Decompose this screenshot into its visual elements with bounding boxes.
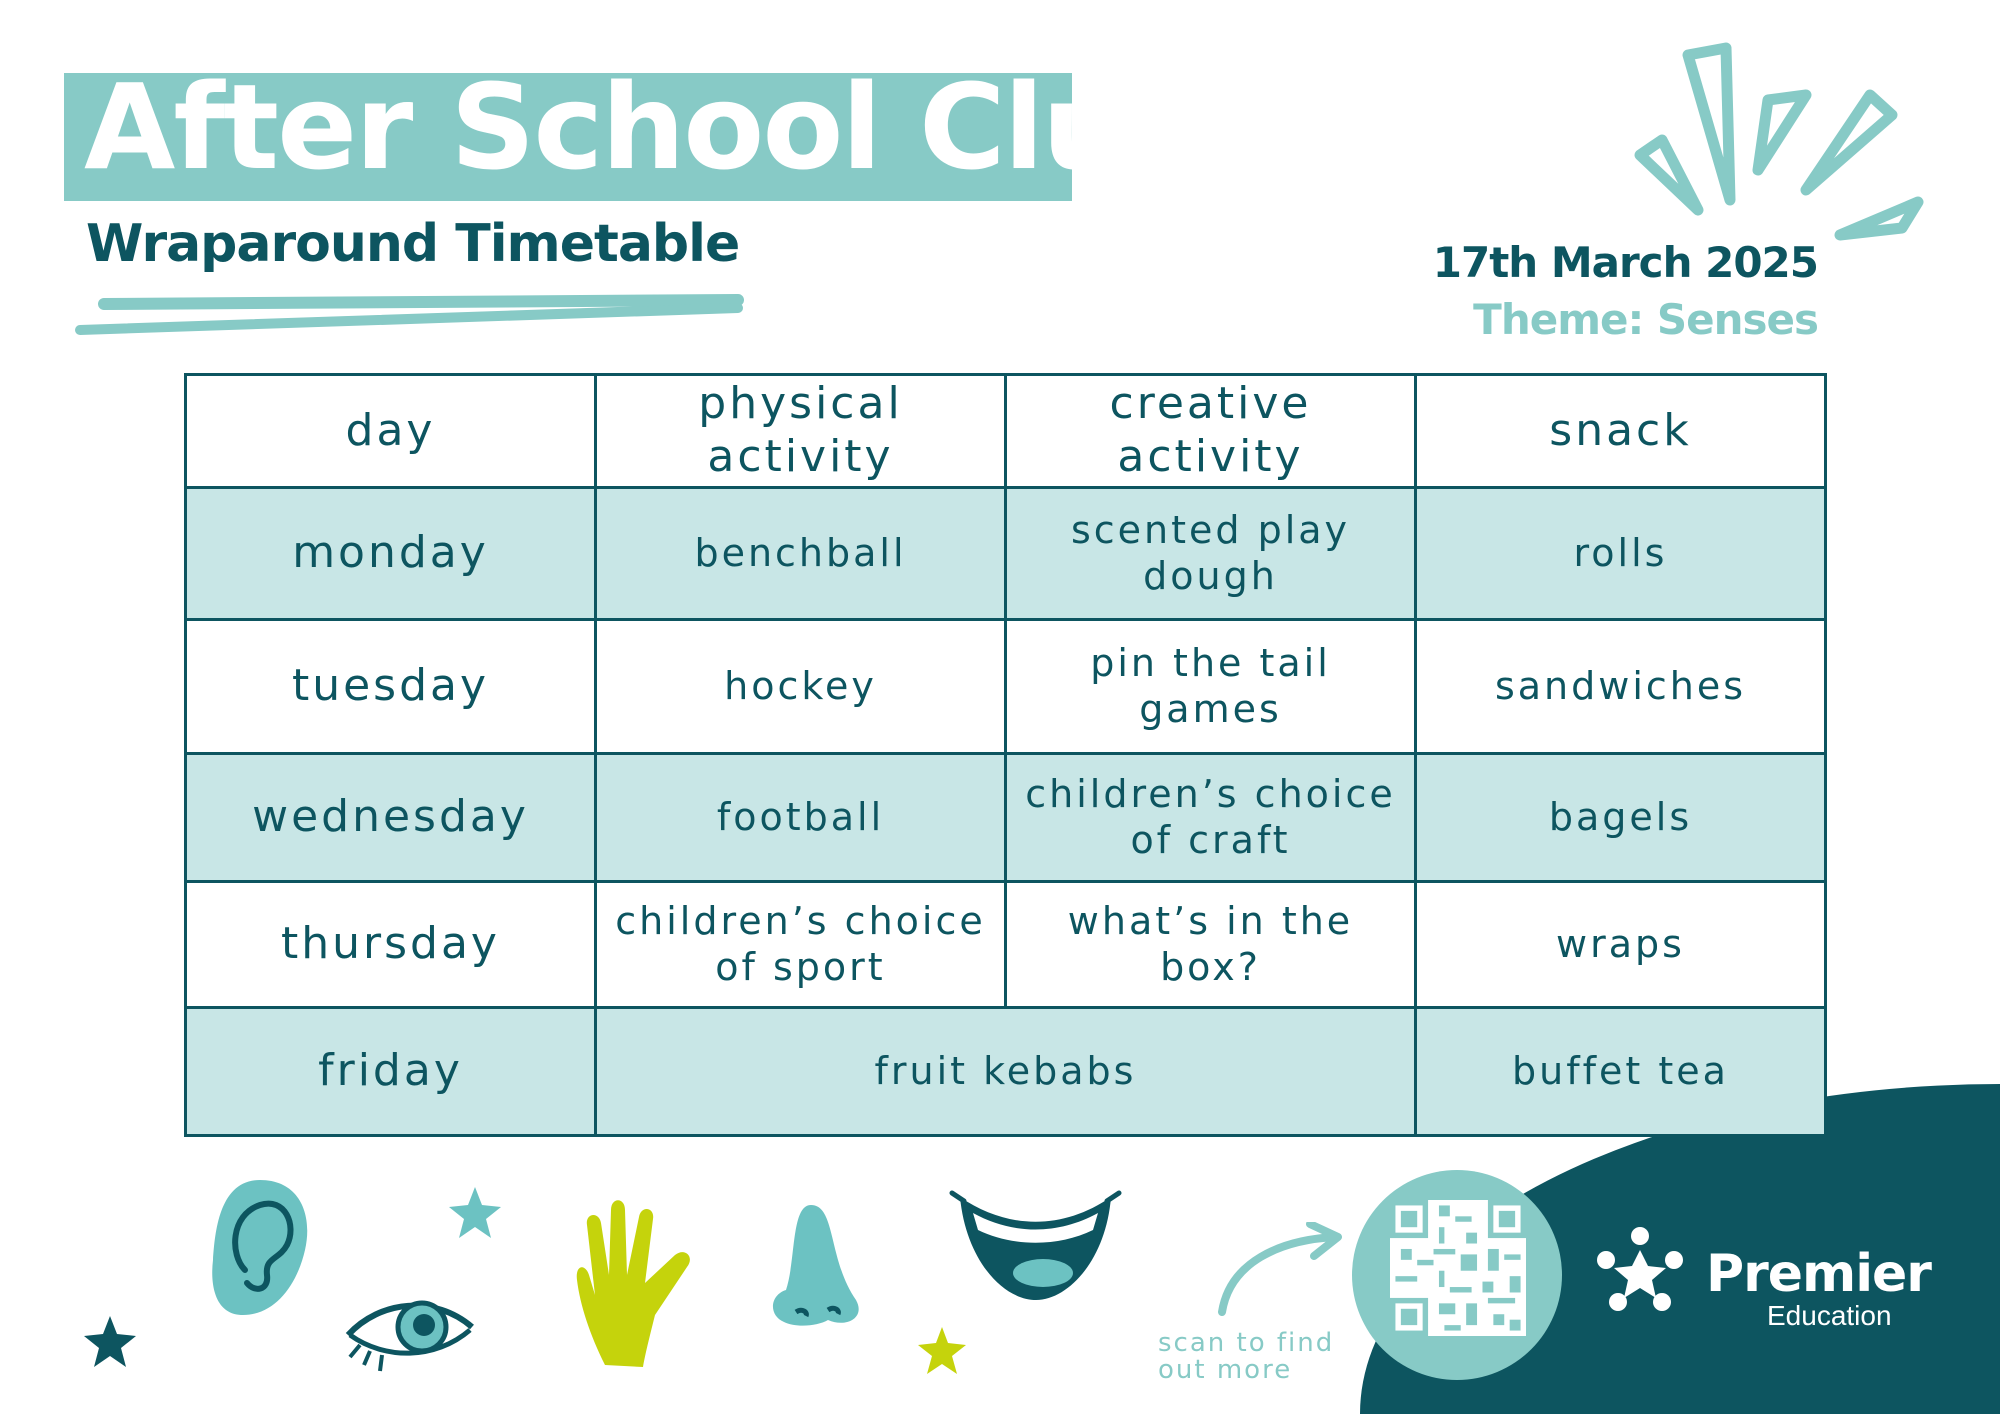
hand-icon (565, 1195, 705, 1370)
star-icon (80, 1314, 140, 1370)
ear-icon (205, 1175, 315, 1320)
date-label: 17th March 2025 (1432, 238, 1818, 287)
table-row (186, 488, 1826, 620)
header-cell: day (186, 375, 596, 488)
creative-cell: scented play dough (1006, 488, 1416, 620)
theme-label: Theme: Senses (1473, 295, 1818, 344)
creative-cell: what’s in the box? (1006, 882, 1416, 1008)
creative-cell: children’s choice of craft (1006, 754, 1416, 882)
day-cell: tuesday (186, 620, 596, 754)
nose-icon (766, 1200, 866, 1330)
timetable (184, 373, 1827, 1137)
day-cell: friday (186, 1008, 596, 1136)
mouth-icon (948, 1185, 1123, 1305)
snack-cell: buffet tea (1416, 1008, 1826, 1136)
qr-code[interactable] (1390, 1200, 1526, 1336)
page-subtitle: Wraparound Timetable (86, 214, 740, 274)
scan-to-find-text: scan to find out more (1158, 1328, 1335, 1386)
physical-cell: benchball (596, 488, 1006, 620)
header-cell: creative activity (1006, 375, 1416, 488)
creative-cell: pin the tail games (1006, 620, 1416, 754)
day-cell: thursday (186, 882, 596, 1008)
snack-cell: rolls (1416, 488, 1826, 620)
table-row (186, 1008, 1826, 1136)
day-cell: monday (186, 488, 596, 620)
star-icon (915, 1325, 969, 1377)
combined-activity-cell: fruit kebabs (596, 1008, 1416, 1136)
physical-cell: children’s choice of sport (596, 882, 1006, 1008)
table-row (186, 754, 1826, 882)
burst-decoration (1620, 40, 1960, 260)
page-title: After School Club (84, 58, 1207, 196)
eye-icon (340, 1285, 480, 1380)
brand-name: Premier (1706, 1244, 1931, 1304)
table-row (186, 620, 1826, 754)
premier-logo (1590, 1222, 1690, 1322)
arrow-icon (1210, 1222, 1350, 1322)
brand-subtitle: Education (1767, 1300, 1892, 1331)
physical-cell: hockey (596, 620, 1006, 754)
day-cell: wednesday (186, 754, 596, 882)
underline-decoration (70, 290, 750, 340)
snack-cell: sandwiches (1416, 620, 1826, 754)
table-row (186, 882, 1826, 1008)
star-icon (445, 1185, 505, 1241)
physical-cell: football (596, 754, 1006, 882)
header-cell: snack (1416, 375, 1826, 488)
snack-cell: bagels (1416, 754, 1826, 882)
table-header-row (186, 375, 1826, 488)
snack-cell: wraps (1416, 882, 1826, 1008)
header-cell: physical activity (596, 375, 1006, 488)
